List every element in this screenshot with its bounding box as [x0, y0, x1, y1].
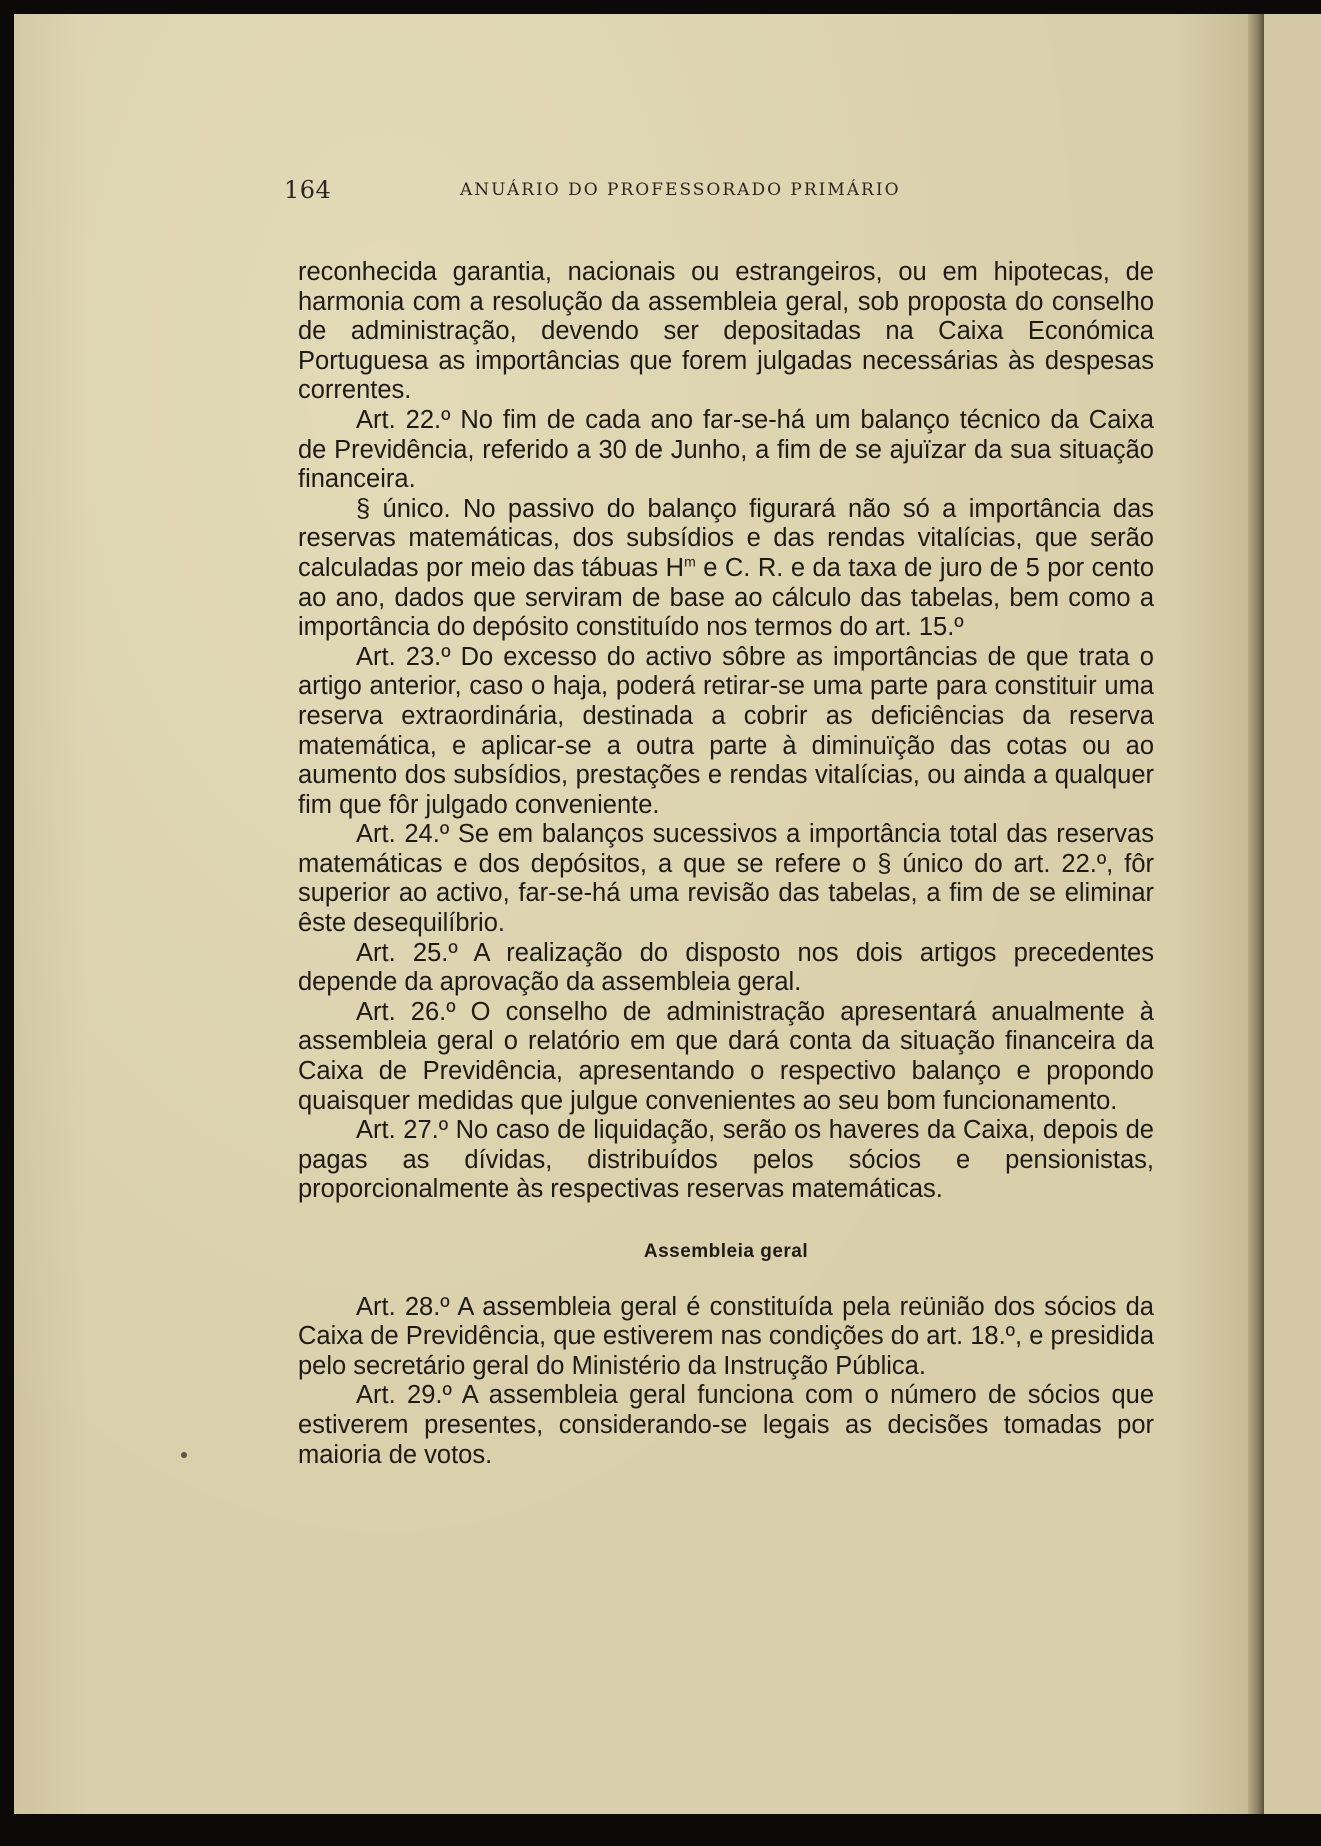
unico-text-part1: § único. No passivo do balanço figurará não só a importância das reservas matemáticas, dos subsídios e das rendas vitalícias, que serão calculadas por meio das tábuas H: [298, 494, 1154, 582]
unico-text-part2: e C. R. e da taxa de juro de 5 por cento ao ano, dados que serviram de base ao cálculo das tabelas, bem como a importância do depósito constituído nos termos do art. 15.º: [298, 553, 1155, 642]
paragraphs-middle: [298, 643, 1154, 1205]
paragraph: Art. 26.º O conselho de administração apresentará anualmente à assembleia geral o relatório em que dará conta da situação financeira da Caixa de Previdência, apresentando o respectivo balanço e propondo quaisquer medidas que julgue convenientes ao seu bom funcionamento.: [298, 997, 1154, 1115]
facing-page-edge: [1264, 14, 1321, 1814]
paragraph: reconhecida garantia, nacionais ou estrangeiros, ou em hipotecas, de harmonia com a resolução da assembleia geral, sob proposta do conselho de administração, devendo ser depositadas na Caixa Económica Portuguesa as importâncias que forem julgadas necessárias às despesas correntes.: [298, 258, 1154, 405]
paragraph: Art. 24.º Se em balanços sucessivos a importância total das reservas matemáticas e dos depósitos, a que se refere o § único do art. 22.º, fôr superior ao activo, far-se-há uma revisão das tabelas, a fim de se eliminar êste desequilíbrio.: [298, 820, 1154, 938]
paragraph: Art. 23.º Do excesso do activo sôbre as importâncias de que trata o artigo anterior, caso o haja, poderá retirar-se uma parte para constituir uma reserva extraordinária, destinada a cobrir as deficiências da reserva matemática, e aplicar-se a outra parte à diminuïção das cotas ou ao aumento dos subsídios, prestações e rendas vitalícias, ou ainda a qualquer fim que fôr julgado conveniente.: [298, 642, 1154, 819]
book-spine: [1248, 14, 1264, 1814]
running-title: ANUÁRIO DO PROFESSORADO PRIMÁRIO: [460, 180, 901, 200]
page-number: 164: [284, 176, 332, 204]
ink-spot: [181, 1452, 187, 1458]
paragraphs-before: [298, 258, 1154, 495]
paragraph: Art. 25.º A realização do disposto nos dois artigos precedentes depende da aprovação da assembleia geral.: [298, 938, 1154, 997]
paragraph-unico: [298, 495, 1154, 643]
page-header: [284, 176, 974, 206]
paragraphs-after: [298, 1293, 1154, 1471]
paragraph: Art. 29.º A assembleia geral funciona com o número de sócios que estiverem presentes, considerando-se legais as decisões tomadas por maioria de votos.: [298, 1381, 1154, 1469]
paragraph: Art. 27.º No caso de liquidação, serão os haveres da Caixa, depois de pagas as dívidas, distribuídos pelos sócios e pensionistas, proporcionalmente às respectivas reservas matemáticas.: [298, 1116, 1154, 1204]
body-text: [298, 258, 1154, 1470]
paragraph: Art. 22.º No fim de cada ano far-se-há um balanço técnico da Caixa de Previdência, referido a 30 de Junho, a fim de se ajuïzar da sua situação financeira.: [298, 405, 1154, 494]
section-title: Assembleia geral: [643, 1241, 809, 1262]
superscript-m: m: [684, 553, 696, 570]
paragraph: Art. 28.º A assembleia geral é constituída pela reünião dos sócios da Caixa de Previdência, que estiverem nas condições do art. 18.º, e presidida pelo secretário geral do Ministério da Instrução Pública.: [298, 1292, 1154, 1380]
